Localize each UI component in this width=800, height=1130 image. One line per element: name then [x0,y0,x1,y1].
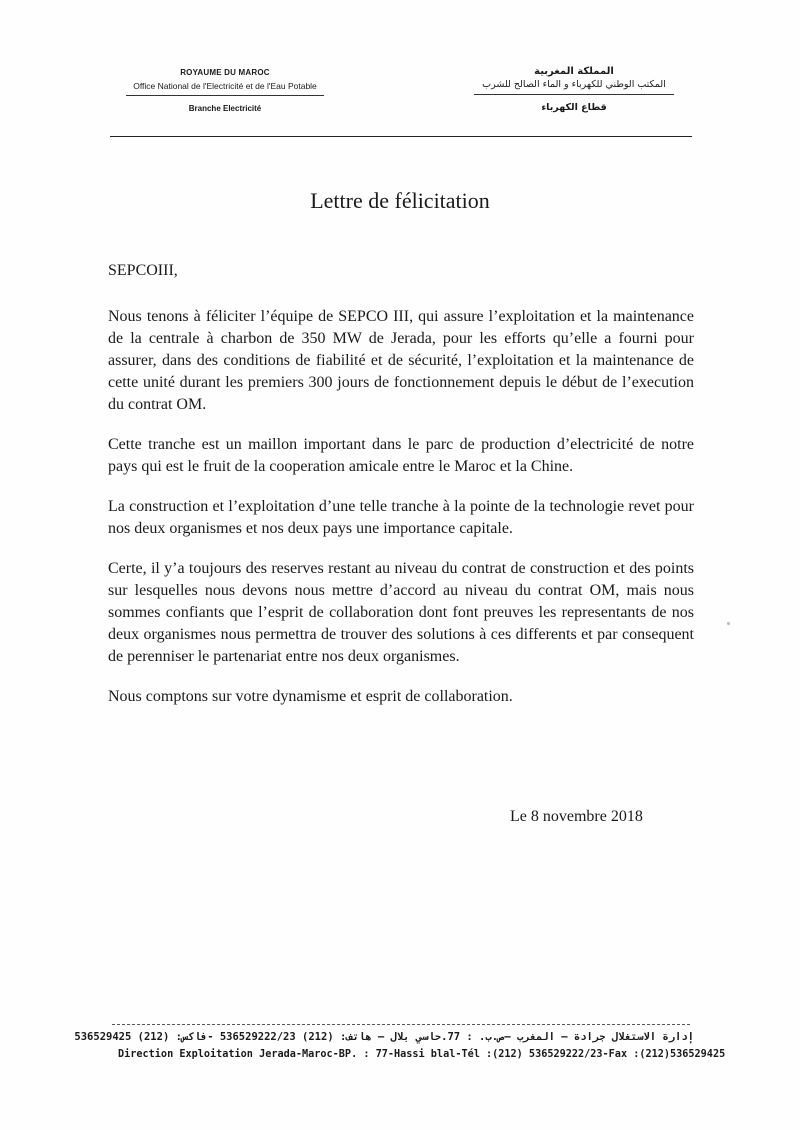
branch-name-ar: قطاع الكهرباء [541,102,607,113]
branch-name-fr: Branche Electricité [188,104,262,113]
header-divider [110,136,692,137]
office-name-ar: المكتب الوطني للكهرباء و الماء الصالح للشرب [482,79,666,90]
footer-divider [112,1024,690,1025]
footer-address-fr: Direction Exploitation Jerada-Maroc-BP. : 77-Hassi blal-Tél :(212) 536529222/23-Fax :(212)536529425 [118,1049,726,1060]
letterhead-right-divider [474,94,674,95]
paragraph-1: Nous tenons à féliciter l’équipe de SEPCO III, qui assure l’exploitation et la maintenance de la centrale à charbon de 350 MW de Jerada, pour les efforts qu’elle a fourni pour assurer, dans des conditions de fiabilité et de sécurité, l’exploitation et la maintenance de cette unité durant les premiers 300 jours de fonctionnement depuis le début de l’execution du contrat OM. [108,308,694,413]
footer-address-ar: إدارة الاستغلال جرادة – المغرب –ص.ب. : 77.حاسي بلال – هاتف: (212) 536529222/23 -فاكس: (212) 536529425 [74,1031,694,1043]
kingdom-name-fr: ROYAUME DU MAROC [180,68,270,77]
office-name-fr: Office National de l'Electricité et de l'Eau Potable [133,81,317,91]
salutation: SEPCOIII, [108,262,178,279]
letter-title: Lettre de félicitation [310,188,490,213]
letterhead-right [470,66,678,113]
paragraph-3: La construction et l’exploitation d’une telle tranche à la pointe de la technologie revet pour nos deux organismes et nos deux pays une importance capitale. [108,498,694,537]
paper-speck [727,622,730,625]
letterhead-left [120,68,330,113]
paragraph-2: Cette tranche est un maillon important dans le parc de production d’electricité de notre pays qui est le fruit de la cooperation amicale entre le Maroc et la Chine. [108,436,694,475]
letterhead-left-divider [126,95,324,96]
paragraph-5: Nous comptons sur votre dynamisme et esprit de collaboration. [108,688,513,705]
paragraph-4: Certe, il y’a toujours des reserves restant au niveau du contrat de construction et des points sur lesquelles nous devons nous mettre d’accord au niveau du contrat OM, mais nous sommes confiants que l’esprit de collaboration dont font preuves les representants de nos deux organismes nous permettra de trouver des solutions à ces differents et par consequent de perenniser le partenariat entre nos deux organismes. [108,560,694,665]
letter-date: Le 8 novembre 2018 [510,808,643,825]
letter-body [108,306,694,726]
kingdom-name-ar: المملكة المغربية [534,66,614,77]
